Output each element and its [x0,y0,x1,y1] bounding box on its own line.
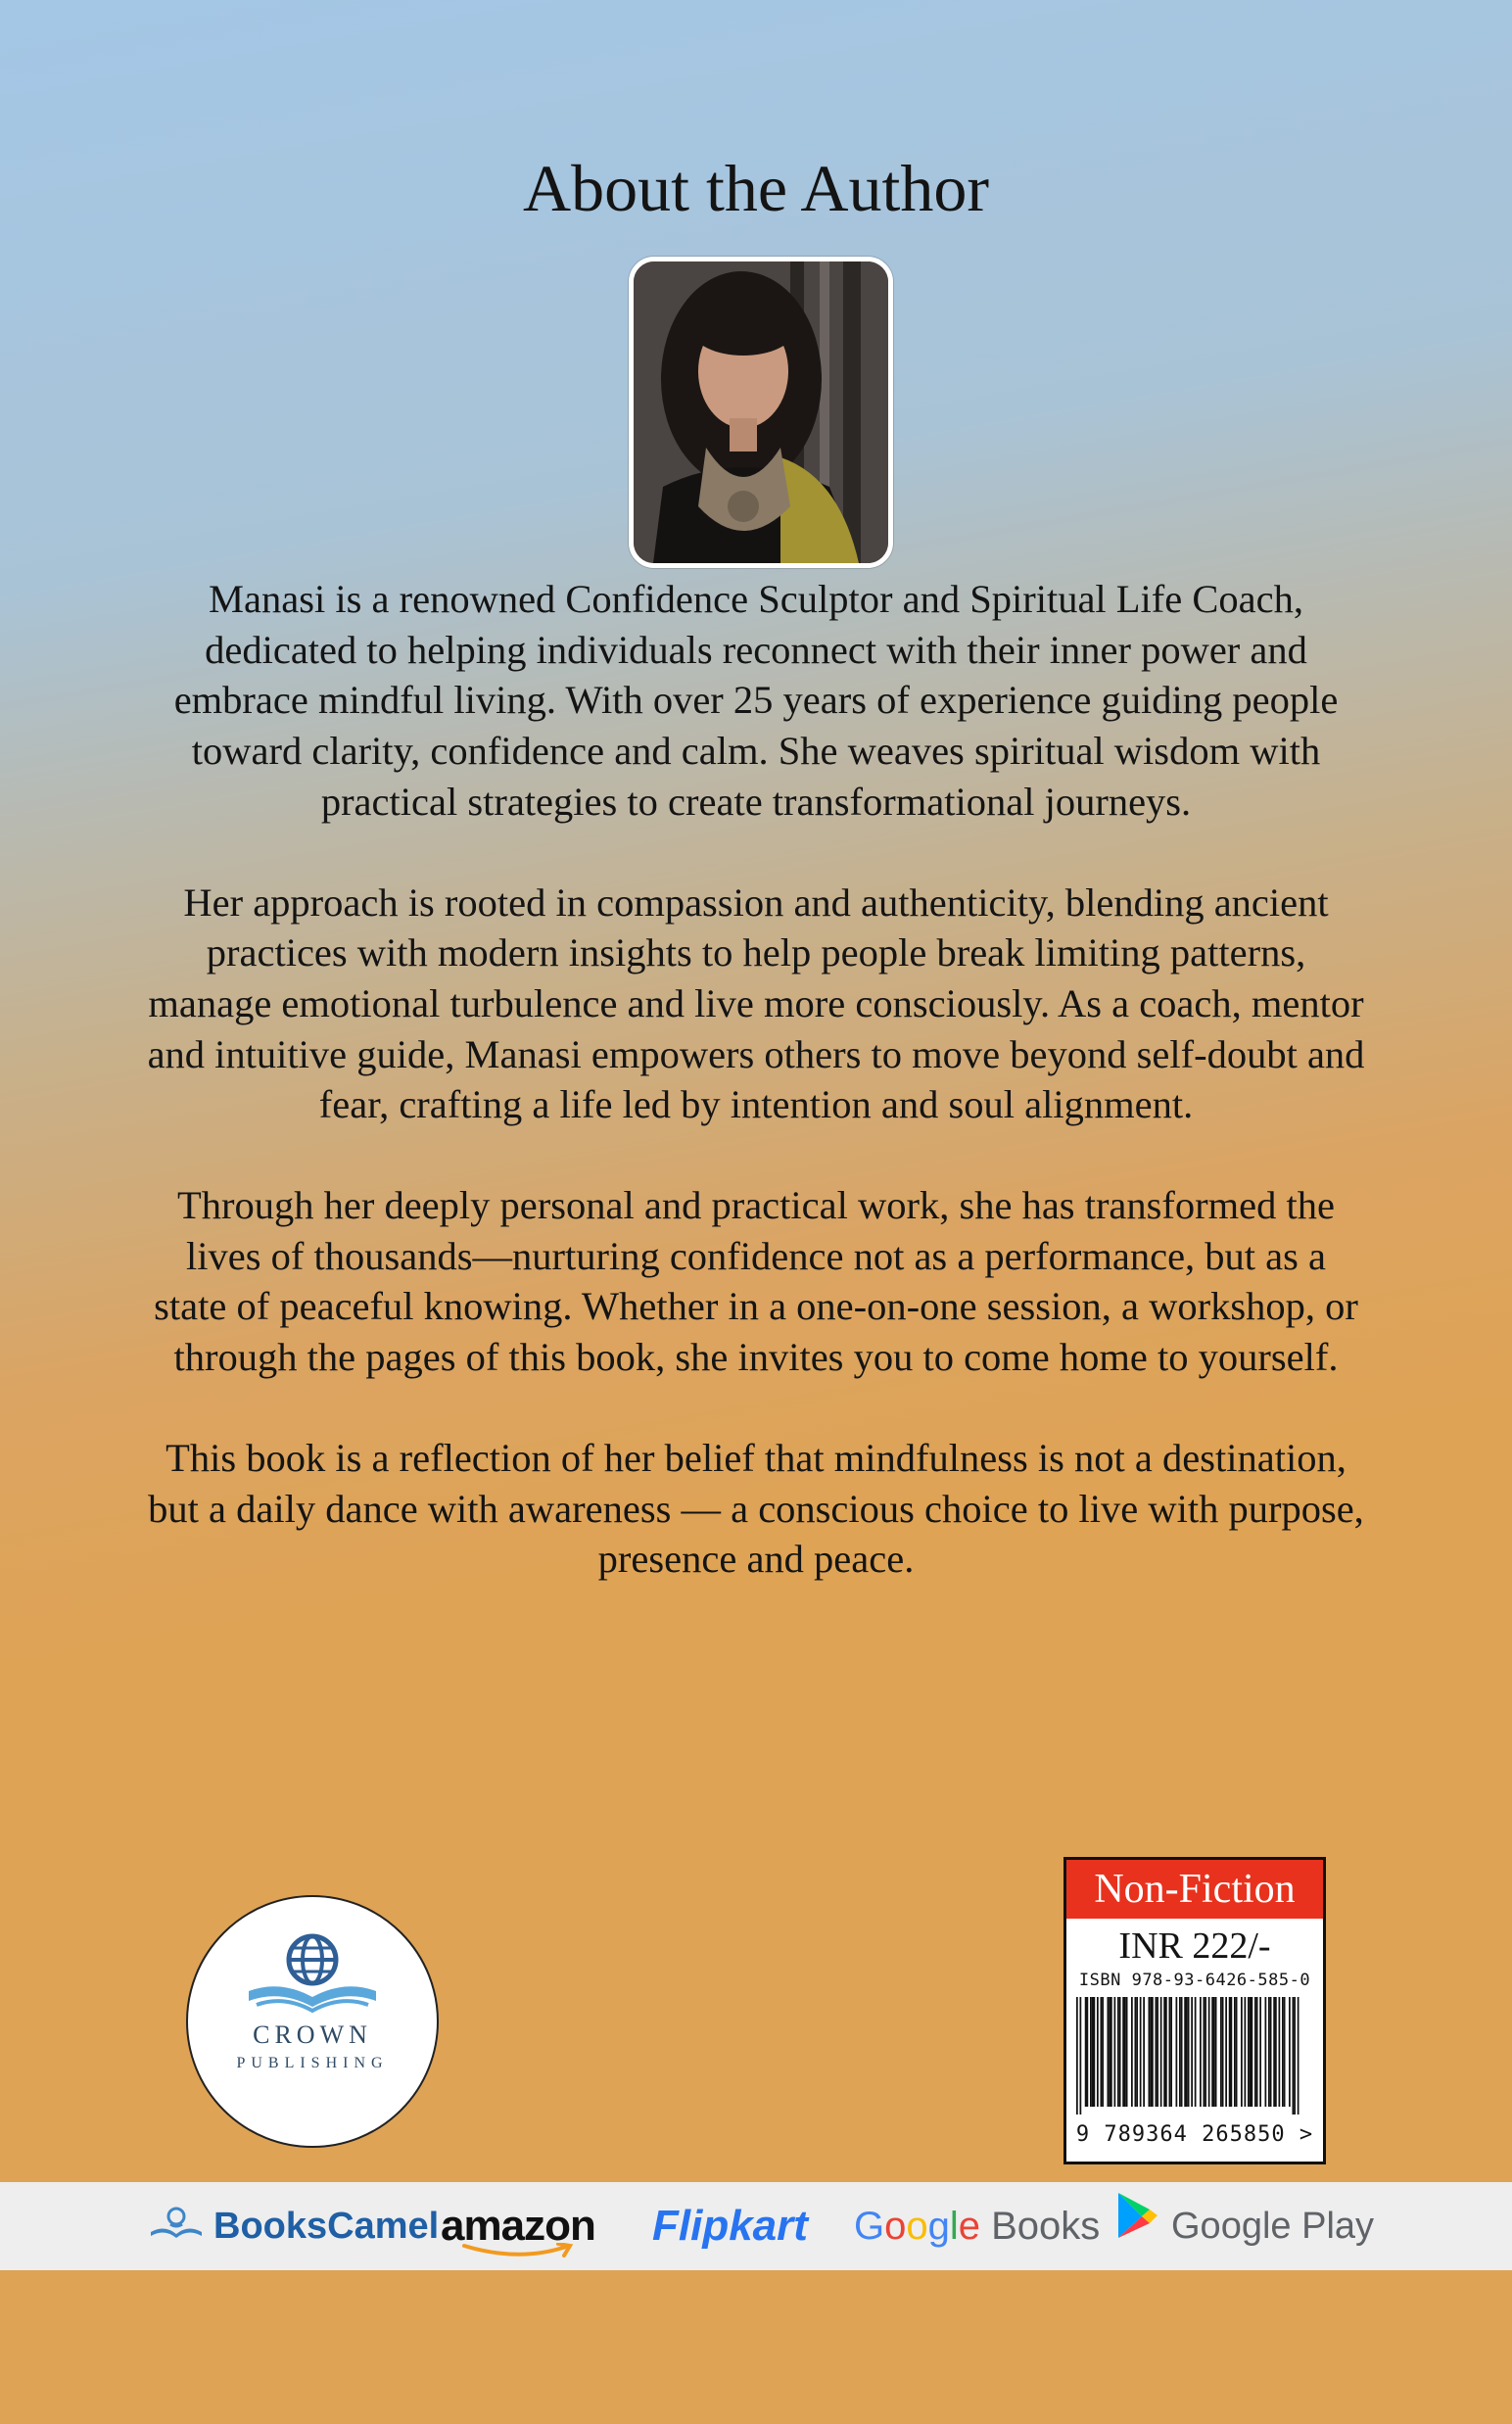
barcode-bar [1204,1997,1205,2107]
barcode-bar [1225,1997,1227,2107]
barcode-bar [1282,1997,1284,2107]
barcode-bar [1184,1997,1186,2107]
barcode-bar [1256,1997,1258,2107]
barcode-bar [1109,1997,1110,2107]
barcode-bar [1268,1997,1270,2107]
barcode-bar [1156,1997,1158,2107]
barcode-bar [1101,1997,1103,2107]
barcode-bar [1157,1997,1158,2107]
globe-book-icon [239,1923,386,2020]
store-logos-bar [0,2182,1512,2270]
barcode-bar [1165,1997,1167,2107]
barcode-bar [1102,1997,1104,2107]
barcode-bar [1231,1997,1233,2107]
author-bio [147,574,1365,1635]
barcode-bar [1114,1997,1116,2107]
barcode-bar [1150,1997,1152,2107]
barcode-bar [1213,1997,1215,2107]
price-box [1063,1857,1326,2164]
google-letter: l [949,2205,959,2248]
google-letter: e [958,2205,981,2248]
barcode-bar [1181,1997,1183,2107]
barcode-bar [1188,1997,1190,2107]
barcode-bar [1284,1997,1286,2107]
play-triangle-icon [1114,2184,1159,2272]
amazon-text: amazon [441,2202,595,2250]
barcode-bar [1119,1997,1121,2107]
publisher-subtitle: PUBLISHING [236,2055,389,2071]
bookscamel-text: BooksCamel [213,2206,440,2247]
google-wordmark [854,2205,980,2248]
bio-paragraph: Through her deeply personal and practical work, she has transformed the lives of thousands—nurturing confidence not as a performance, but as a state of peaceful knowing. Whether in a one-on-one session, a workshop, or through the pages of this book, she invites you to come home to yourself. [154,1183,1358,1380]
barcode-bar [1294,1997,1296,2115]
google-letter: G [854,2205,885,2248]
google-letter: g [927,2205,950,2248]
publisher-logo [186,1895,439,2148]
barcode-bar [1215,1997,1217,2107]
bio-paragraph: This book is a reflection of her belief that mindfulness is not a destination, but a daily dance with awareness — a conscious choice to live with purpose, presence and peace. [148,1435,1364,1582]
google-books-text: Books [980,2205,1101,2248]
barcode-bar [1149,1997,1151,2107]
barcode-bar [1279,1997,1281,2107]
barcode-bar [1110,1997,1112,2107]
flipkart-logo: Flipkart [652,2202,808,2250]
amazon-logo [441,2182,595,2270]
barcode-bar [1131,1997,1133,2107]
barcode-bar [1208,1997,1210,2107]
google-letter: o [906,2205,928,2248]
barcode-bar [1092,1997,1094,2107]
barcode-bar [1234,1997,1236,2107]
section-title: About the Author [523,151,989,225]
barcode-bar [1087,1997,1089,2107]
amazon-smile-icon [460,2243,578,2258]
barcode-bar [1176,1997,1178,2107]
barcode-bar [1200,1997,1202,2107]
barcode-bar [1245,1997,1247,2107]
barcode-bar [1140,1997,1142,2107]
barcode-bar [1090,1997,1092,2107]
isbn-label: ISBN 978-93-6426-585-0 [1078,1971,1311,1990]
barcode-bar [1117,1997,1119,2107]
barcode-bar [1169,1997,1171,2107]
barcode-bar [1250,1997,1252,2107]
bio-paragraph: Her approach is rooted in compassion and authenticity, blending ancient practices with modern insights to help people break limiting patterns, manage emotional turbulence and live more consciously. As a coach, mentor and intuitive guide, Manasi empowers others to move beyond self-doubt and fear, crafting a life led by intention and soul alignment. [147,879,1365,1127]
google-letter: o [884,2205,907,2248]
barcode-bar [1205,1997,1206,2107]
barcode-bar [1220,1997,1222,2107]
barcode-bar [1236,1997,1238,2107]
barcode-bar [1122,1997,1124,2107]
barcode-bar [1259,1997,1261,2107]
google-play-logo [1114,2182,1374,2270]
barcode-bar [1108,1997,1110,2107]
barcode-bar [1097,1997,1099,2107]
barcode-bar [1265,1997,1267,2107]
publisher-name: CROWN [253,2020,372,2049]
barcode-bar [1136,1997,1138,2107]
barcode-bar [1270,1997,1272,2107]
camel-book-icon [147,2184,206,2272]
barcode-bar [1160,1997,1162,2107]
author-photo [629,257,893,568]
google-play-text: Google Play [1171,2206,1375,2247]
barcode-bar [1186,1997,1188,2107]
barcode-bar [1254,1997,1256,2107]
genre-label: Non-Fiction [1066,1860,1323,1919]
barcode-bar [1289,1997,1291,2107]
barcode-bar [1135,1997,1137,2107]
barcode [1074,1997,1315,2115]
barcode-bar [1076,1997,1078,2115]
barcode-bar [1273,1997,1275,2107]
price-label: INR 222/- [1118,1925,1271,1967]
barcode-bar [1252,1997,1253,2107]
barcode-bar [1126,1997,1128,2107]
bio-paragraph: Manasi is a renowned Confidence Sculptor and Spiritual Life Coach, dedicated to helping individuals reconnect with their inner power and embrace mindful living. With over 25 years of experience guiding people toward clarity, confidence and calm. She weaves spiritual wisdom with practical strategies to create transformational journeys. [173,577,1339,824]
barcode-bar [1143,1997,1145,2107]
barcode-bar [1080,1997,1082,2115]
barcode-number: 9 789364 265850 > [1075,2122,1314,2147]
barcode-bar [1085,1997,1087,2107]
barcode-bar [1179,1997,1181,2107]
barcode-bar [1094,1997,1096,2107]
barcode-bar [1229,1997,1231,2107]
bookscamel-logo [147,2182,439,2270]
barcode-bar [1275,1997,1277,2107]
barcode-bar [1222,1997,1224,2107]
barcode-bar [1298,1997,1299,2115]
barcode-bar [1163,1997,1165,2107]
barcode-bar [1124,1997,1126,2107]
google-books-logo [854,2182,1100,2270]
barcode-bar [1248,1997,1250,2107]
barcode-bar [1191,1997,1193,2107]
barcode-bar [1195,1997,1197,2107]
barcode-bar [1293,1997,1295,2115]
barcode-bar [1211,1997,1213,2107]
barcode-bar [1241,1997,1243,2107]
barcode-bar [1152,1997,1154,2107]
barcode-bar [1170,1997,1172,2107]
